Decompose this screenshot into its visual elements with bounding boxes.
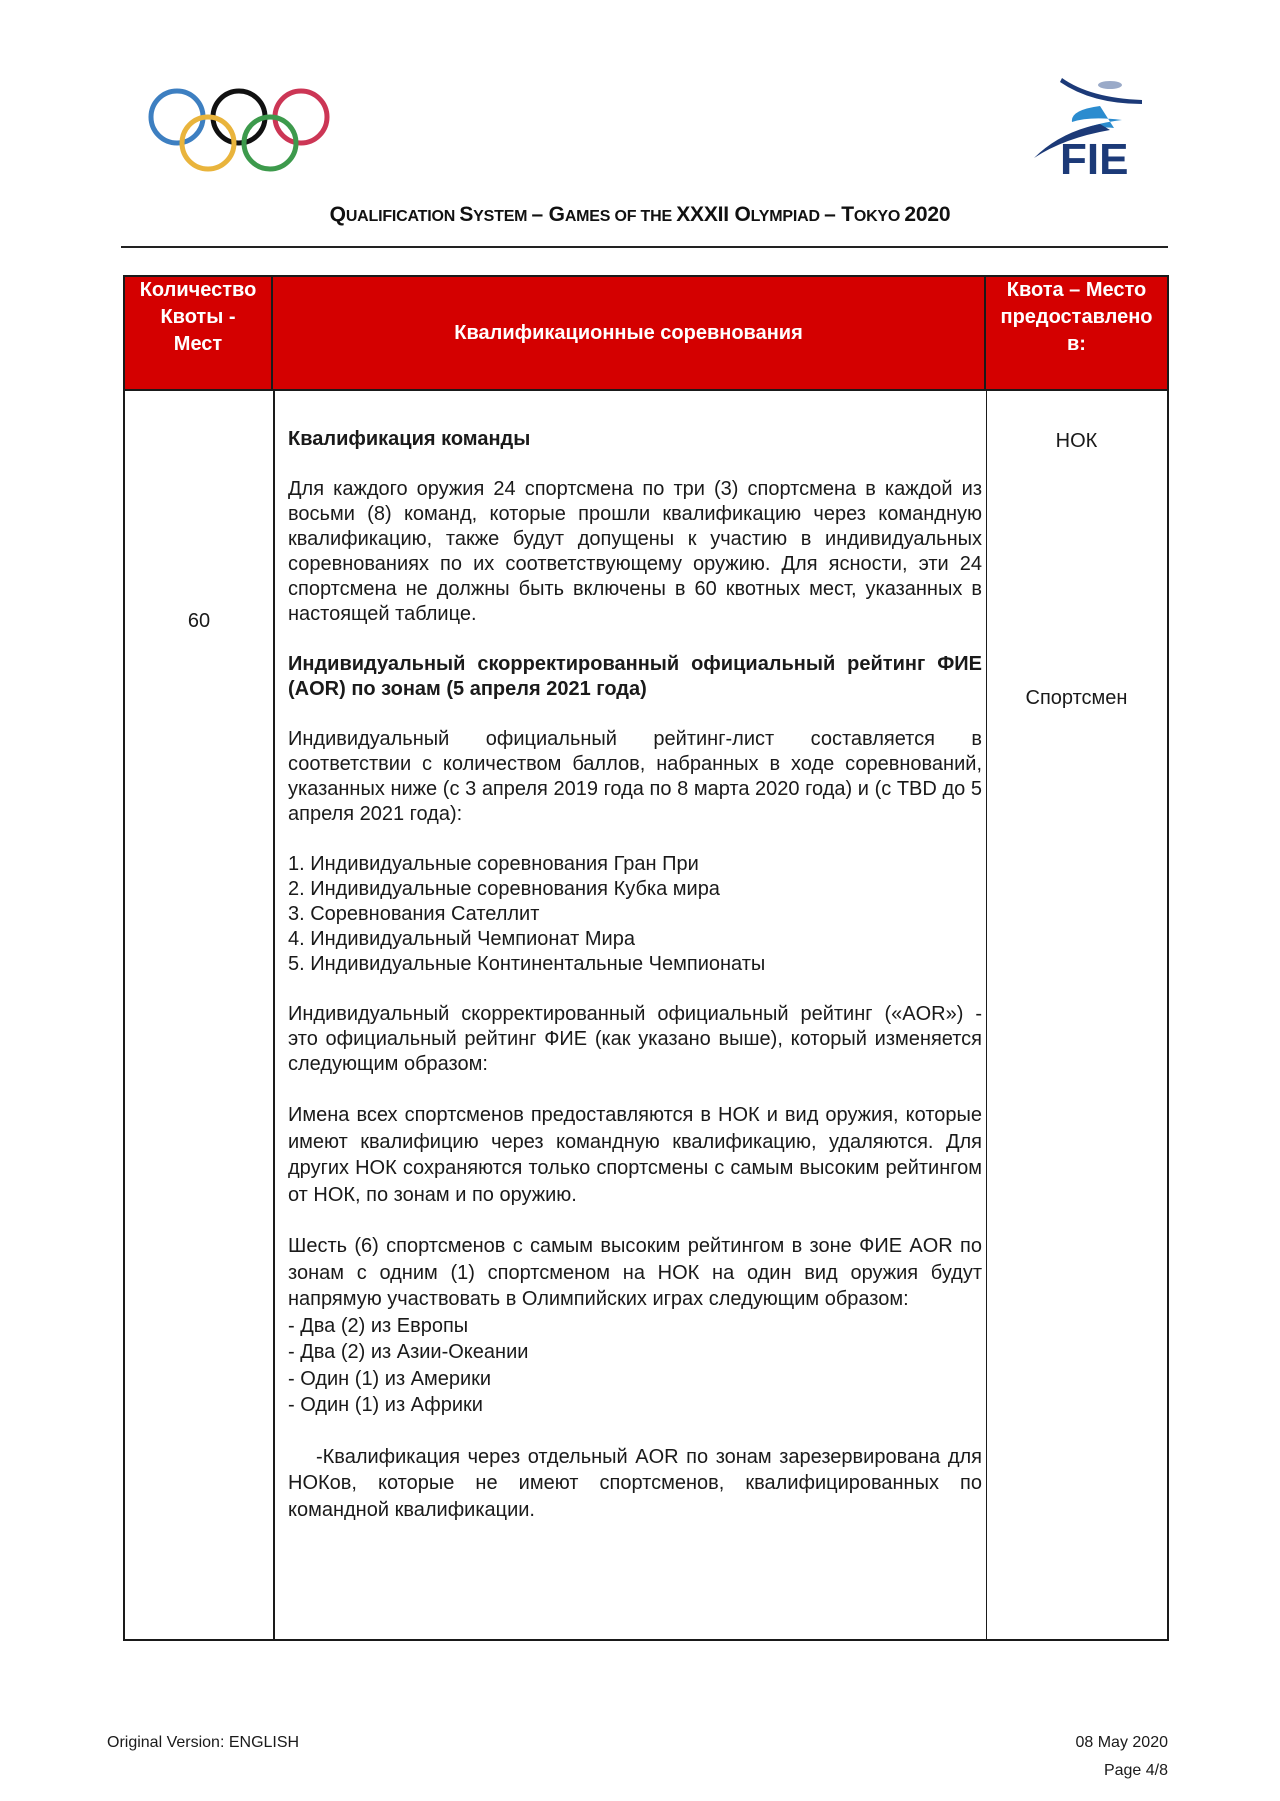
ranking-paragraph: Индивидуальный официальный рейтинг-лист составляется в соответствии с количеством баллов, набранных в ходе соревнований, указанных ниже (с 3 апреля 2019 года по 8 марта 2020 года) и (с TBD до 5 апреля 2021 года): [288, 728, 982, 825]
column-divider [986, 389, 987, 1639]
header-quota-places [125, 277, 273, 389]
title-cap: T [841, 203, 854, 226]
aor-heading: Индивидуальный скорректированный официальный рейтинг ФИЕ (AOR) по зонам (5 апреля 2021 года) [288, 653, 982, 700]
ring-blue [151, 91, 203, 143]
title-divider [121, 246, 1168, 248]
competition-item: 4. Индивидуальный Чемпионат Мира [288, 928, 635, 950]
fie-wordmark: FIE [1060, 135, 1129, 182]
competition-item: 3. Соревнования Сателлит [288, 903, 540, 925]
zones-list [288, 1313, 982, 1419]
title-smallcaps: OKYO [853, 208, 905, 225]
ring-green [244, 117, 296, 169]
header-quota-granted-to [986, 277, 1167, 389]
competitions-list [288, 852, 982, 977]
fie-logo [1030, 72, 1270, 182]
header-text: Квалификационные соревнования [454, 321, 803, 344]
title-smallcaps: LYMPIAD [750, 208, 825, 225]
quota-places-value: 60 [187, 610, 211, 632]
column-divider [273, 389, 275, 1639]
title-cap: Q [329, 203, 346, 226]
removal-paragraph: Имена всех спортсменов предоставляются в НОК и вид оружия, которые имеют квалифицию через командную квалификацию, удаляются. Для других НОК сохраняются только спортсмены с самым высоким рейтингом от НОК, по зонам и по оружию. [288, 1104, 982, 1206]
zone-item: - Два (2) из Европы [288, 1314, 469, 1337]
title-cap: – [531, 203, 549, 226]
document-date: 08 May 2020 [1075, 1734, 1168, 1751]
granted-to-nok: НОК [1055, 430, 1098, 452]
header-divider [125, 389, 1167, 391]
title-smallcaps: UALIFICATION [345, 208, 460, 225]
title-cap: XXXII [676, 203, 735, 226]
competition-item: 1. Индивидуальные соревнования Гран При [288, 853, 699, 875]
competition-item: 5. Индивидуальные Континентальные Чемпионаты [288, 953, 766, 975]
header-line: Мест [173, 333, 223, 355]
six-athletes-paragraph: Шесть (6) спортсменов с самым высоким рейтингом в зоне ФИЕ AOR по зонам с одним (1) спортсменом на НОК на один вид оружия будут напрямую участвовать в Олимпийских играх следующим образом: [288, 1235, 982, 1310]
document-title [0, 203, 1280, 227]
aor-definition-paragraph: Индивидуальный скорректированный официальный рейтинг («AOR») - это официальный рейтинг ФИЕ (как указано выше), который изменяется следующим образом: [288, 1003, 982, 1075]
title-cap: S [459, 203, 474, 226]
quota-table [123, 275, 1169, 1641]
fencer-arm-stroke [1060, 78, 1142, 104]
team-qualification-heading: Квалификация команды [288, 428, 531, 450]
header-line: в: [1067, 333, 1086, 355]
header-line: Квота – Место [1006, 279, 1147, 301]
zone-item: - Один (1) из Америки [288, 1367, 492, 1390]
title-cap: – [824, 203, 842, 226]
reserved-paragraph: -Квалификация через отдельный AOR по зонам зарезервирована для НОКов, которые не имеют спортсменов, квалифицированных по командной квалификации. [288, 1445, 982, 1521]
page-number: Page 4/8 [1103, 1762, 1168, 1779]
competition-item: 2. Индивидуальные соревнования Кубка мира [288, 878, 720, 900]
zone-item: - Один (1) из Африки [288, 1394, 483, 1416]
header-line: предоставлено [1000, 306, 1153, 328]
granted-to-athlete: Спортсмен [1025, 687, 1128, 709]
qualification-content [288, 427, 982, 1523]
team-qualification-paragraph: Для каждого оружия 24 спортсмена по три (3) спортсмена в каждой из восьми (8) команд, которые прошли квалификацию через командную квалификацию, также будут допущены к участию в индивидуальных соревнованиях по их соответствующему оружию. Для ясности, эти 24 спортсмена не должны быть включены в 60 квотных мест, указанных в настоящей таблице. [288, 478, 982, 625]
ring-black [213, 91, 265, 143]
header-line: Количество [139, 279, 257, 301]
ring-yellow [182, 117, 234, 169]
title-smallcaps: AMES OF THE [564, 208, 677, 225]
title-cap: 2020 [904, 203, 951, 226]
title-cap: O [734, 203, 751, 226]
ring-red [275, 91, 327, 143]
fencer-head [1098, 81, 1122, 89]
header-qualification-events [273, 277, 986, 389]
original-version-label: Original Version: ENGLISH [107, 1734, 300, 1751]
zone-item: - Два (2) из Азии-Океании [288, 1341, 529, 1363]
title-cap: G [548, 203, 565, 226]
olympic-rings-logo [145, 85, 335, 175]
title-smallcaps: YSTEM [473, 208, 532, 225]
header-line: Квоты - [160, 306, 236, 328]
